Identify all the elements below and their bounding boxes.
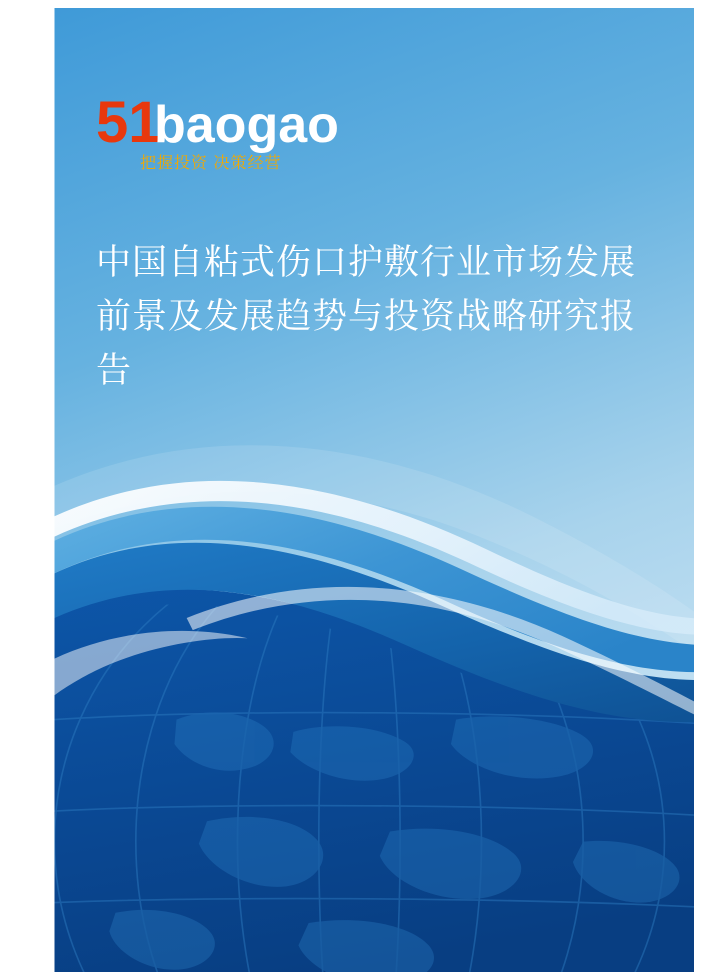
- logo-graphic: [96, 90, 416, 182]
- logo-number: 51: [96, 90, 161, 155]
- brand-logo: [96, 90, 416, 182]
- logo-tagline: 把握投资 决策经营: [140, 155, 282, 172]
- report-title: 中国自粘式伤口护敷行业市场发展前景及发展趋势与投资战略研究报告: [96, 243, 637, 390]
- cover-artwork: [30, 8, 694, 972]
- logo-wordmark: baogao: [154, 96, 339, 154]
- report-title-block: [96, 236, 656, 398]
